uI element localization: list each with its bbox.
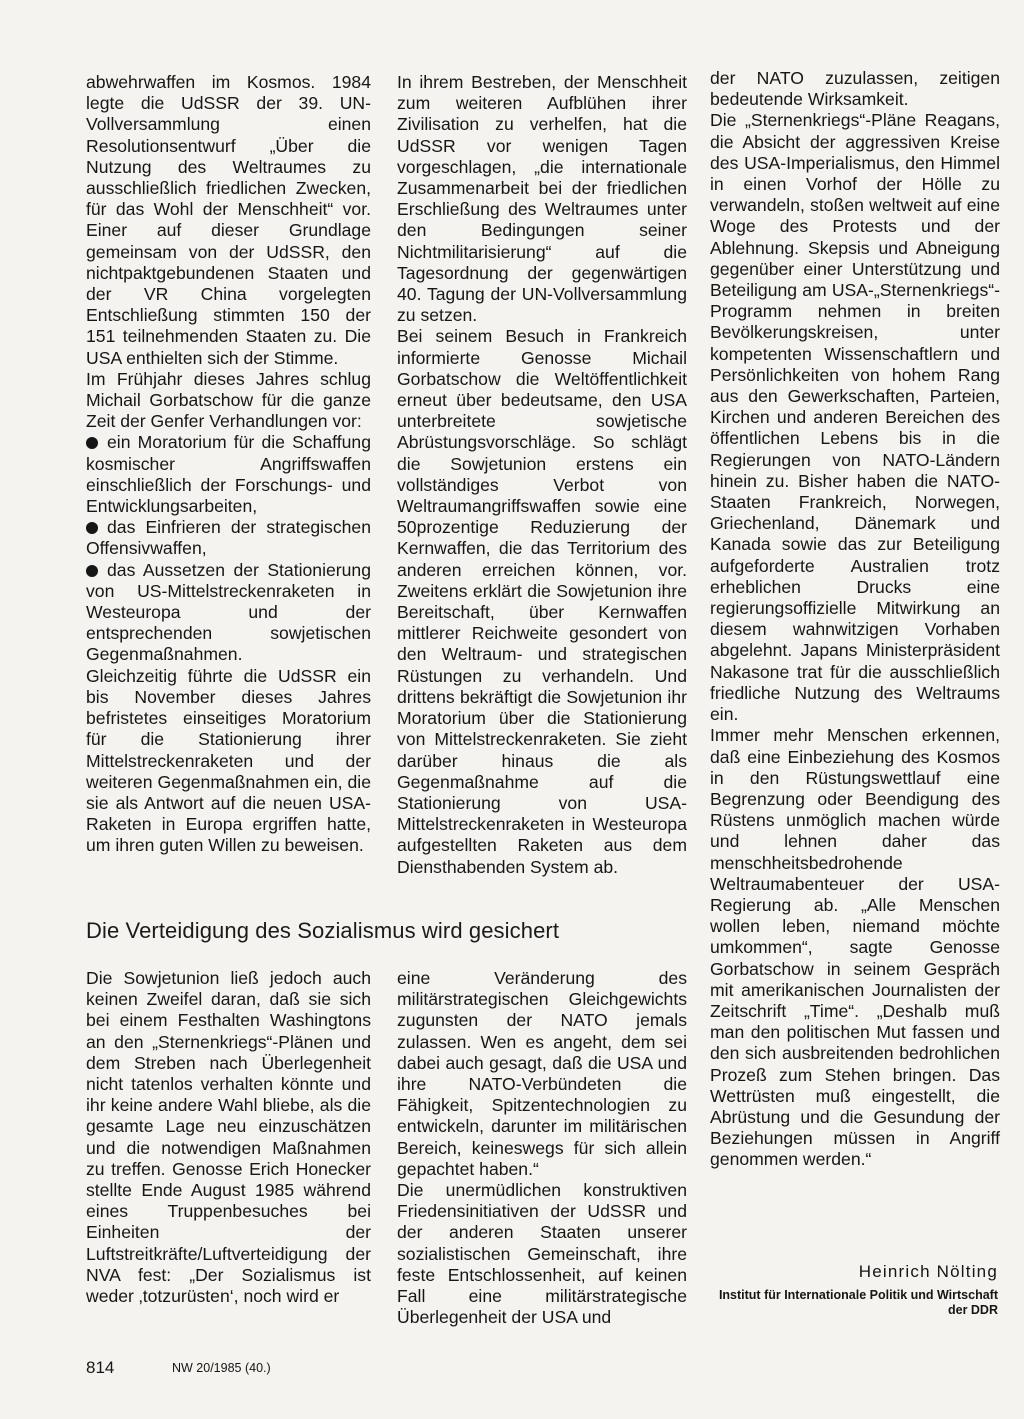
paragraph: Gleichzeitig führte die UdSSR ein bis November dieses Jahres befristetes einseitiges Moratorium für die Stationierung ihrer Mittelstreckenraketen und der weiteren Gegenmaßnahmen ein, die sie als Antwort auf die neuen USA-Raketen in Europa ergriffen hatte, um ihren guten Willen zu beweisen. <box>86 665 371 856</box>
column-3 <box>710 68 1000 1171</box>
column-5 <box>397 968 687 1328</box>
paragraph: In ihrem Bestreben, der Menschheit zum weiteren Aufblühen ihrer Zivilisation zu verhelfen, hat die UdSSR vor wenigen Tagen vorgeschlagen, „die internationale Zusammenarbeit bei der friedlichen Erschließung des Weltraumes unter den Bedingungen seiner Nichtmilitarisierung“ auf die Tagesordnung der gegenwärtigen 40. Tagung der UN-Vollversammlung zu setzen. <box>397 72 687 326</box>
column-1 <box>86 72 371 857</box>
column-4 <box>86 968 371 1307</box>
author-institute: Institut für Internationale Politik und Wirtschaft der DDR <box>718 1288 998 1317</box>
paragraph: Die Sowjetunion ließ jedoch auch keinen Zweifel daran, daß sie sich bei einem Festhalten Washingtons an den „Sternenkriegs“-Plänen und dem Streben nach Überlegenheit nicht tatenlos verhalten könnte und ihr keine andere Wahl bliebe, als die gesamte Lage neu einzuschätzen und die notwendigen Maßnahmen zu treffen. Genosse Erich Honecker stellte Ende August 1985 während eines Truppenbesuches bei Einheiten der Luftstreitkräfte/Luftverteidigung der NVA fest: „Der Sozialismus ist weder ‚totzurüsten‘, noch wird er <box>86 968 371 1307</box>
section-heading: Die Verteidigung des Sozialismus wird gesichert <box>86 918 560 943</box>
paragraph: Immer mehr Menschen erkennen, daß eine Einbeziehung des Kosmos in den Rüstungswettlauf eine Begrenzung oder Beendigung des Rüstens unmöglich machen würde und lehnen daher das menschheitsbedrohende Weltraumabenteuer der USA-Regierung ab. „Alle Menschen wollen leben, niemand möchte umkommen“, sagte Genosse Gorbatschow in seinem Gespräch mit amerikanischen Journalisten der Zeitschrift „Time“. „Deshalb muß man den politischen Mut fassen und den sich ausbreitenden bedrohlichen Prozeß zum Stehen bringen. Das Wettrüsten muß eingestellt, die Abrüstung und die Gesundung der Beziehungen müssen in Angriff genommen werden.“ <box>710 725 1000 1170</box>
column-2 <box>397 72 687 878</box>
bullet-item: ein Moratorium für die Schaffung kosmischer Angriffswaffen einschließlich der Forschungs- und Entwicklungsarbeiten, <box>86 432 371 517</box>
paragraph: abwehrwaffen im Kosmos. 1984 legte die UdSSR der 39. UN-Vollversammlung einen Resolutionsentwurf „Über die Nutzung des Weltraumes zu ausschließlich friedlichen Zwecken, für das Wohl der Menschheit“ vor. Einer auf dieser Grundlage gemeinsam von der UdSSR, den nichtpaktgebundenen Staaten und der VR China vorgelegten Entschließung stimmten 150 der 151 teilnehmenden Staaten zu. Die USA enthielten sich der Stimme. <box>86 72 371 368</box>
bullet-item: das Aussetzen der Stationierung von US-Mittelstreckenraketen in Westeuropa und der entsprechenden sowjetischen Gegenmaßnahmen. <box>86 559 371 665</box>
paragraph: Bei seinem Besuch in Frankreich informierte Genosse Michail Gorbatschow die Weltöffentlichkeit erneut über bedeutsame, den USA unterbreitete sowjetische Abrüstungsvorschläge. So schlägt die Sowjetunion erstens ein vollständiges Verbot von Weltraumangriffswaffen sowie eine 50prozentige Reduzierung der Kernwaffen, die das Territorium des anderen erreichen können, vor. Zweitens erklärt die Sowjetunion ihre Bereitschaft, über Kernwaffen mittlerer Reichweite gesondert von den Weltraum- und strategischen Rüstungen zu verhandeln. Und drittens bekräftigt die Sowjetunion ihr Moratorium über die Stationierung von Mittelstreckenraketen. Sie zieht darüber hinaus die als Gegenmaßnahme auf die Stationierung von USA-Mittelstreckenraketen in Westeuropa aufgestellten Raketen aus dem Diensthabenden System ab. <box>397 326 687 877</box>
page-number: 814 <box>86 1358 115 1377</box>
issue-label: NW 20/1985 (40.) <box>172 1361 271 1375</box>
paragraph: der NATO zuzulassen, zeitigen bedeutende Wirksamkeit. <box>710 68 1000 110</box>
author-name: Heinrich Nölting <box>858 1262 998 1281</box>
paragraph: Die „Sternenkriegs“-Pläne Reagans, die Absicht der aggressiven Kreise des USA-Imperialismus, den Himmel in einen Vorhof der Hölle zu verwandeln, stoßen weltweit auf eine Woge des Protests und der Ablehnung. Skepsis und Abneigung gegenüber einer Unterstützung und Beteiligung am USA-„Sternenkriegs“-Programm nehmen in breiten Bevölkerungskreisen, unter kompetenten Wissenschaftlern und Persönlichkeiten von hohem Rang aus den Gewerkschaften, Parteien, Kirchen und anderen Bereichen des öffentlichen Lebens bis in die Regierungen von NATO-Ländern hinein zu. Bisher haben die NATO-Staaten Frankreich, Norwegen, Griechenland, Dänemark und Kanada sowie das zur Beteiligung aufgeforderte Australien trotz erheblichen Drucks eine regierungsoffizielle Mitwirkung an diesem wahnwitzigen Vorhaben abgelehnt. Japans Ministerpräsident Nakasone trat für die ausschließlich friedliche Nutzung des Weltraums ein. <box>710 110 1000 725</box>
bullet-item: das Einfrieren der strategischen Offensivwaffen, <box>86 517 371 559</box>
paragraph: eine Veränderung des militärstrategischen Gleichgewichts zugunsten der NATO jemals zulassen. Wen es angeht, dem sei dabei auch gesagt, daß die USA und ihre NATO-Verbündeten die Fähigkeit, Spitzentechnologien zu entwickeln, darunter im militärischen Bereich, keineswegs für sich allein gepachtet haben.“ <box>397 968 687 1179</box>
paragraph: Im Frühjahr dieses Jahres schlug Michail Gorbatschow für die ganze Zeit der Genfer Verhandlungen vor: <box>86 368 371 432</box>
paragraph: Die unermüdlichen konstruktiven Friedensinitiativen der UdSSR und der anderen Staaten unserer sozialistischen Gemeinschaft, ihre feste Entschlossenheit, auf keinen Fall eine militärstrategische Überlegenheit der USA und <box>397 1180 687 1328</box>
